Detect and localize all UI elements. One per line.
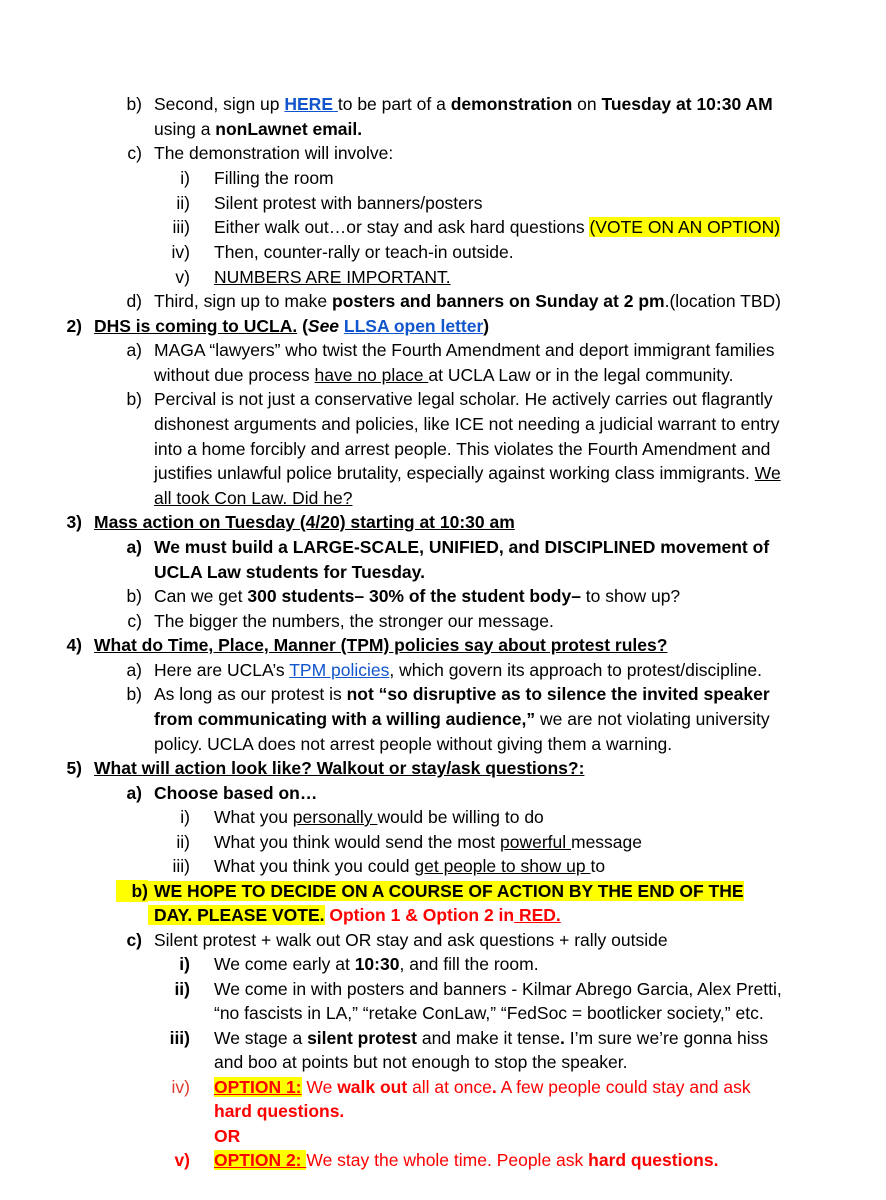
list-text: without due process have no place at UCLA Law or in the legal community. (154, 365, 734, 385)
section-heading: What will action look like? Walkout or stay/ask questions?: (94, 758, 585, 778)
section-heading: DHS is coming to UCLA. (See LLSA open letter) (94, 316, 490, 336)
list-text: The bigger the numbers, the stronger our message. (154, 611, 554, 631)
list-marker: d) (126, 291, 142, 311)
list-item: Filling the room (214, 168, 334, 188)
list-item: “no fascists in LA,” “retake ConLaw,” “FedSoc = bootlicker society,” etc. (214, 1003, 764, 1023)
list-item: NUMBERS ARE IMPORTANT. (214, 267, 451, 287)
section-number: 5) (66, 758, 82, 778)
option-2-label: OPTION 2: (214, 1150, 307, 1170)
list-text: Second, sign up HERE to be part of a demonstration on Tuesday at 10:30 AM (154, 94, 773, 114)
list-marker: ii) (176, 193, 190, 213)
list-text: As long as our protest is not “so disruptive as to silence the invited speaker (154, 684, 770, 704)
list-item: Silent protest with banners/posters (214, 193, 483, 213)
list-marker: iii) (172, 217, 190, 237)
list-text: using a nonLawnet email. (154, 119, 363, 139)
list-item: What you think would send the most powerful message (214, 832, 643, 852)
list-item: Then, counter-rally or teach-in outside. (214, 242, 514, 262)
list-marker: b) (126, 389, 142, 409)
list-text: dishonest arguments and policies, like ICE not needing a judicial warrant to entry (154, 414, 780, 434)
list-text: from communicating with a willing audience,” we are not violating university (154, 709, 770, 729)
option-1-label: OPTION 1: (214, 1077, 302, 1097)
section-number: 2) (66, 316, 82, 336)
list-marker: b) (126, 94, 142, 114)
list-marker: i) (180, 168, 190, 188)
list-item: What you think you could get people to show up to (214, 856, 606, 876)
list-item: and boo at points but not enough to stop the speaker. (214, 1052, 628, 1072)
list-text: into a home forcibly and arrest people. This violates the Fourth Amendment and (154, 439, 771, 459)
list-marker: b) (116, 880, 148, 902)
list-text: Percival is not just a conservative legal scholar. He actively carries out flagrantly (154, 389, 773, 409)
list-marker: v) (174, 1150, 190, 1170)
list-text: Choose based on… (154, 783, 318, 803)
list-text: all took Con Law. Did he? (154, 488, 353, 508)
or-label: OR (214, 1126, 241, 1146)
list-text: Here are UCLA’s TPM policies, which govern its approach to protest/discipline. (154, 660, 762, 680)
list-text: Third, sign up to make posters and banners on Sunday at 2 pm.(location TBD) (154, 291, 781, 311)
list-marker: iv) (171, 1077, 190, 1097)
section-number: 3) (66, 512, 82, 532)
vote-highlight: (VOTE ON AN OPTION) (589, 217, 781, 237)
list-text: DAY. PLEASE VOTE. Option 1 & Option 2 in RED. (148, 904, 561, 926)
list-item: We stage a silent protest and make it tense. I’m sure we’re gonna hiss (214, 1028, 769, 1048)
list-marker: c) (127, 611, 142, 631)
list-text: UCLA Law students for Tuesday. (154, 562, 425, 582)
list-text: justifies unlawful police brutality, especially against working class immigrants. We (154, 463, 781, 483)
llsa-open-letter-link[interactable]: LLSA open letter (343, 316, 484, 336)
list-marker: c) (127, 143, 142, 163)
list-item: We come in with posters and banners - Kilmar Abrego Garcia, Alex Pretti, (214, 979, 782, 999)
list-marker: ii) (174, 979, 190, 999)
list-text: We must build a LARGE-SCALE, UNIFIED, and DISCIPLINED movement of (154, 537, 770, 557)
list-item: Either walk out…or stay and ask hard questions (VOTE ON AN OPTION) (214, 217, 781, 237)
list-marker: i) (180, 807, 190, 827)
list-marker: i) (179, 954, 190, 974)
list-marker: a) (126, 660, 142, 680)
section-number: 4) (66, 635, 82, 655)
list-marker: ii) (176, 832, 190, 852)
section-heading: What do Time, Place, Manner (TPM) policies say about protest rules? (94, 635, 668, 655)
section-heading: Mass action on Tuesday (4/20) starting at 10:30 am (94, 512, 515, 532)
list-text: Silent protest + walk out OR stay and ask questions + rally outside (154, 930, 668, 950)
list-text: Can we get 300 students– 30% of the student body– to show up? (154, 586, 681, 606)
list-text: MAGA “lawyers” who twist the Fourth Amendment and deport immigrant families (154, 340, 775, 360)
list-marker: v) (175, 267, 190, 287)
list-marker: c) (126, 930, 142, 950)
list-item: What you personally would be willing to do (214, 807, 544, 827)
list-marker: b) (126, 586, 142, 606)
list-marker: iv) (171, 242, 190, 262)
list-text: policy. UCLA does not arrest people without giving them a warning. (154, 734, 673, 754)
list-marker: a) (126, 783, 142, 803)
list-marker: iii) (169, 1028, 190, 1048)
list-marker: a) (126, 537, 142, 557)
list-marker: b) (126, 684, 142, 704)
signup-here-link[interactable]: HERE (284, 94, 338, 114)
list-marker: a) (126, 340, 142, 360)
list-text: The demonstration will involve: (154, 143, 394, 163)
option-1-text: OPTION 1: We walk out all at once. A few people could stay and ask (214, 1077, 751, 1097)
list-item: We come early at 10:30, and fill the room. (214, 954, 539, 974)
option-2-text: OPTION 2: We stay the whole time. People ask hard questions. (214, 1150, 719, 1170)
list-marker: iii) (172, 856, 190, 876)
option-1-text: hard questions. (214, 1101, 345, 1121)
tpm-policies-link[interactable]: TPM policies (289, 660, 390, 680)
list-text: WE HOPE TO DECIDE ON A COURSE OF ACTION BY THE END OF THE (148, 880, 744, 902)
